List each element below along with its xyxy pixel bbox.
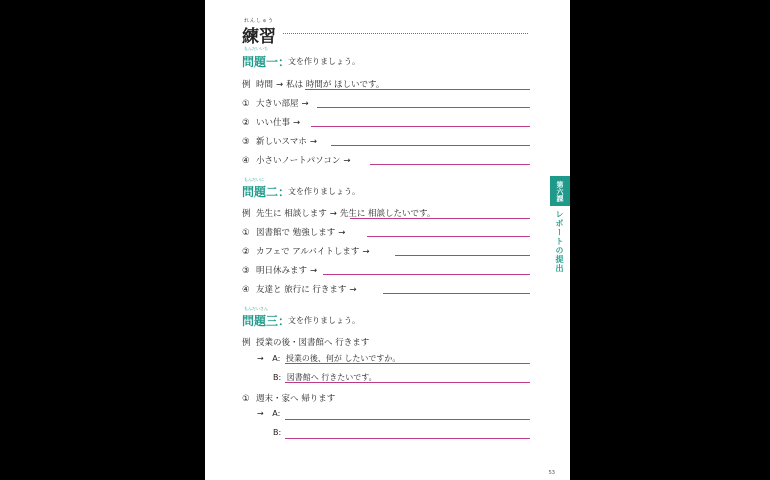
item-marker: ② xyxy=(242,247,250,257)
a-text: 授業の後、何が したいですか。 xyxy=(285,354,401,363)
section3-ruby: もんだいさん xyxy=(244,306,268,311)
a-label: A: xyxy=(272,409,281,418)
section2-heading: 問題二： xyxy=(242,185,291,199)
section1-item-1 xyxy=(242,97,312,109)
item-a-row xyxy=(257,409,280,418)
item-marker: ③ xyxy=(242,266,250,276)
item-marker: ① xyxy=(242,99,250,109)
answer-line[interactable] xyxy=(317,107,530,108)
example-prompt: 先生に 相談します xyxy=(256,209,327,219)
item-prompt: カフェで アルバイトします xyxy=(256,247,360,257)
section3-example xyxy=(242,336,369,348)
section1-ruby: もんだいいち xyxy=(244,46,268,51)
arrow-icon: → xyxy=(338,228,346,238)
answer-line[interactable] xyxy=(323,274,530,275)
section1-item-2 xyxy=(242,116,303,128)
arrow-icon: → xyxy=(276,80,284,90)
item-prompt: 図書館で 勉強します xyxy=(256,228,336,238)
answer-line-a[interactable] xyxy=(285,419,530,420)
item-prompt: 大きい部屋 xyxy=(256,99,299,109)
answer-line[interactable] xyxy=(383,293,530,294)
item-prompt: 明日休みます xyxy=(256,266,308,276)
item-marker: ④ xyxy=(242,285,250,295)
section1-item-4 xyxy=(242,154,354,166)
section3-heading: 問題三： xyxy=(242,314,291,328)
item-marker: ② xyxy=(242,118,250,128)
arrow-icon: → xyxy=(309,137,317,147)
example-marker: 例 xyxy=(242,80,251,90)
title-ruby: れんしゅう xyxy=(244,18,275,24)
page-title: 練習 xyxy=(242,27,276,47)
answer-line[interactable] xyxy=(367,236,530,237)
arrow-icon: → xyxy=(293,118,301,128)
example-a-line xyxy=(285,363,530,364)
section2-item-1 xyxy=(242,226,348,238)
section2-item-4 xyxy=(242,283,360,295)
example-marker: 例 xyxy=(242,209,251,219)
arrow-icon: → xyxy=(301,99,309,109)
section3-item-1 xyxy=(242,392,335,404)
section2-item-3 xyxy=(242,264,320,276)
section1-instruction: 文を作りましょう。 xyxy=(288,57,360,66)
arrow-icon: → xyxy=(329,209,337,219)
example-marker: 例 xyxy=(242,338,251,348)
item-marker: ① xyxy=(242,228,250,238)
section2-ruby: もんだいに xyxy=(244,177,264,182)
item-marker: ③ xyxy=(242,137,250,147)
item-prompt: 友達と 旅行に 行きます xyxy=(256,285,347,295)
example-answer: 私は 時間が ほしいです。 xyxy=(286,80,385,90)
lesson-topic: レポートの提出 xyxy=(555,210,564,273)
example-answer-line xyxy=(305,89,530,90)
item-prompt: 新しいスマホ xyxy=(256,137,307,147)
b-label: B: xyxy=(273,373,282,382)
workbook-page xyxy=(205,0,570,480)
arrow-icon: → xyxy=(349,285,357,295)
arrow-icon: → xyxy=(343,156,351,166)
page-number: 53 xyxy=(548,470,555,476)
arrow-icon: → xyxy=(362,247,370,257)
answer-line[interactable] xyxy=(311,126,530,127)
section2-instruction: 文を作りましょう。 xyxy=(288,187,360,196)
item-marker: ④ xyxy=(242,156,250,166)
arrow-icon: → xyxy=(257,409,264,418)
example-answer: 先生に 相談したいです。 xyxy=(339,209,436,219)
answer-line[interactable] xyxy=(370,164,530,165)
arrow-icon: → xyxy=(257,354,264,363)
a-label: A: xyxy=(272,354,281,363)
item-marker: ① xyxy=(242,394,250,404)
example-answer-line xyxy=(350,218,530,219)
answer-line[interactable] xyxy=(331,145,530,146)
lesson-tab: 第六課 xyxy=(550,176,570,206)
section3-instruction: 文を作りましょう。 xyxy=(288,316,360,325)
section1-heading: 問題一： xyxy=(242,55,291,69)
arrow-icon: → xyxy=(310,266,318,276)
item-prompt: 週末・家へ 帰ります xyxy=(256,394,336,404)
title-divider xyxy=(283,33,528,34)
example-b-line xyxy=(285,382,530,383)
item-b-row xyxy=(273,428,281,437)
b-label: B: xyxy=(273,428,282,437)
b-text: 図書館へ 行きたいです。 xyxy=(286,373,377,382)
section1-item-3 xyxy=(242,135,320,147)
item-prompt: いい仕事 xyxy=(256,118,291,128)
example-prompt: 時間 xyxy=(256,80,274,90)
answer-line[interactable] xyxy=(395,255,530,256)
answer-line-b[interactable] xyxy=(285,438,530,439)
section2-item-2 xyxy=(242,245,372,257)
item-prompt: 小さいノートパソコン xyxy=(256,156,341,166)
example-prompt: 授業の後・図書館へ 行きます xyxy=(256,338,370,348)
